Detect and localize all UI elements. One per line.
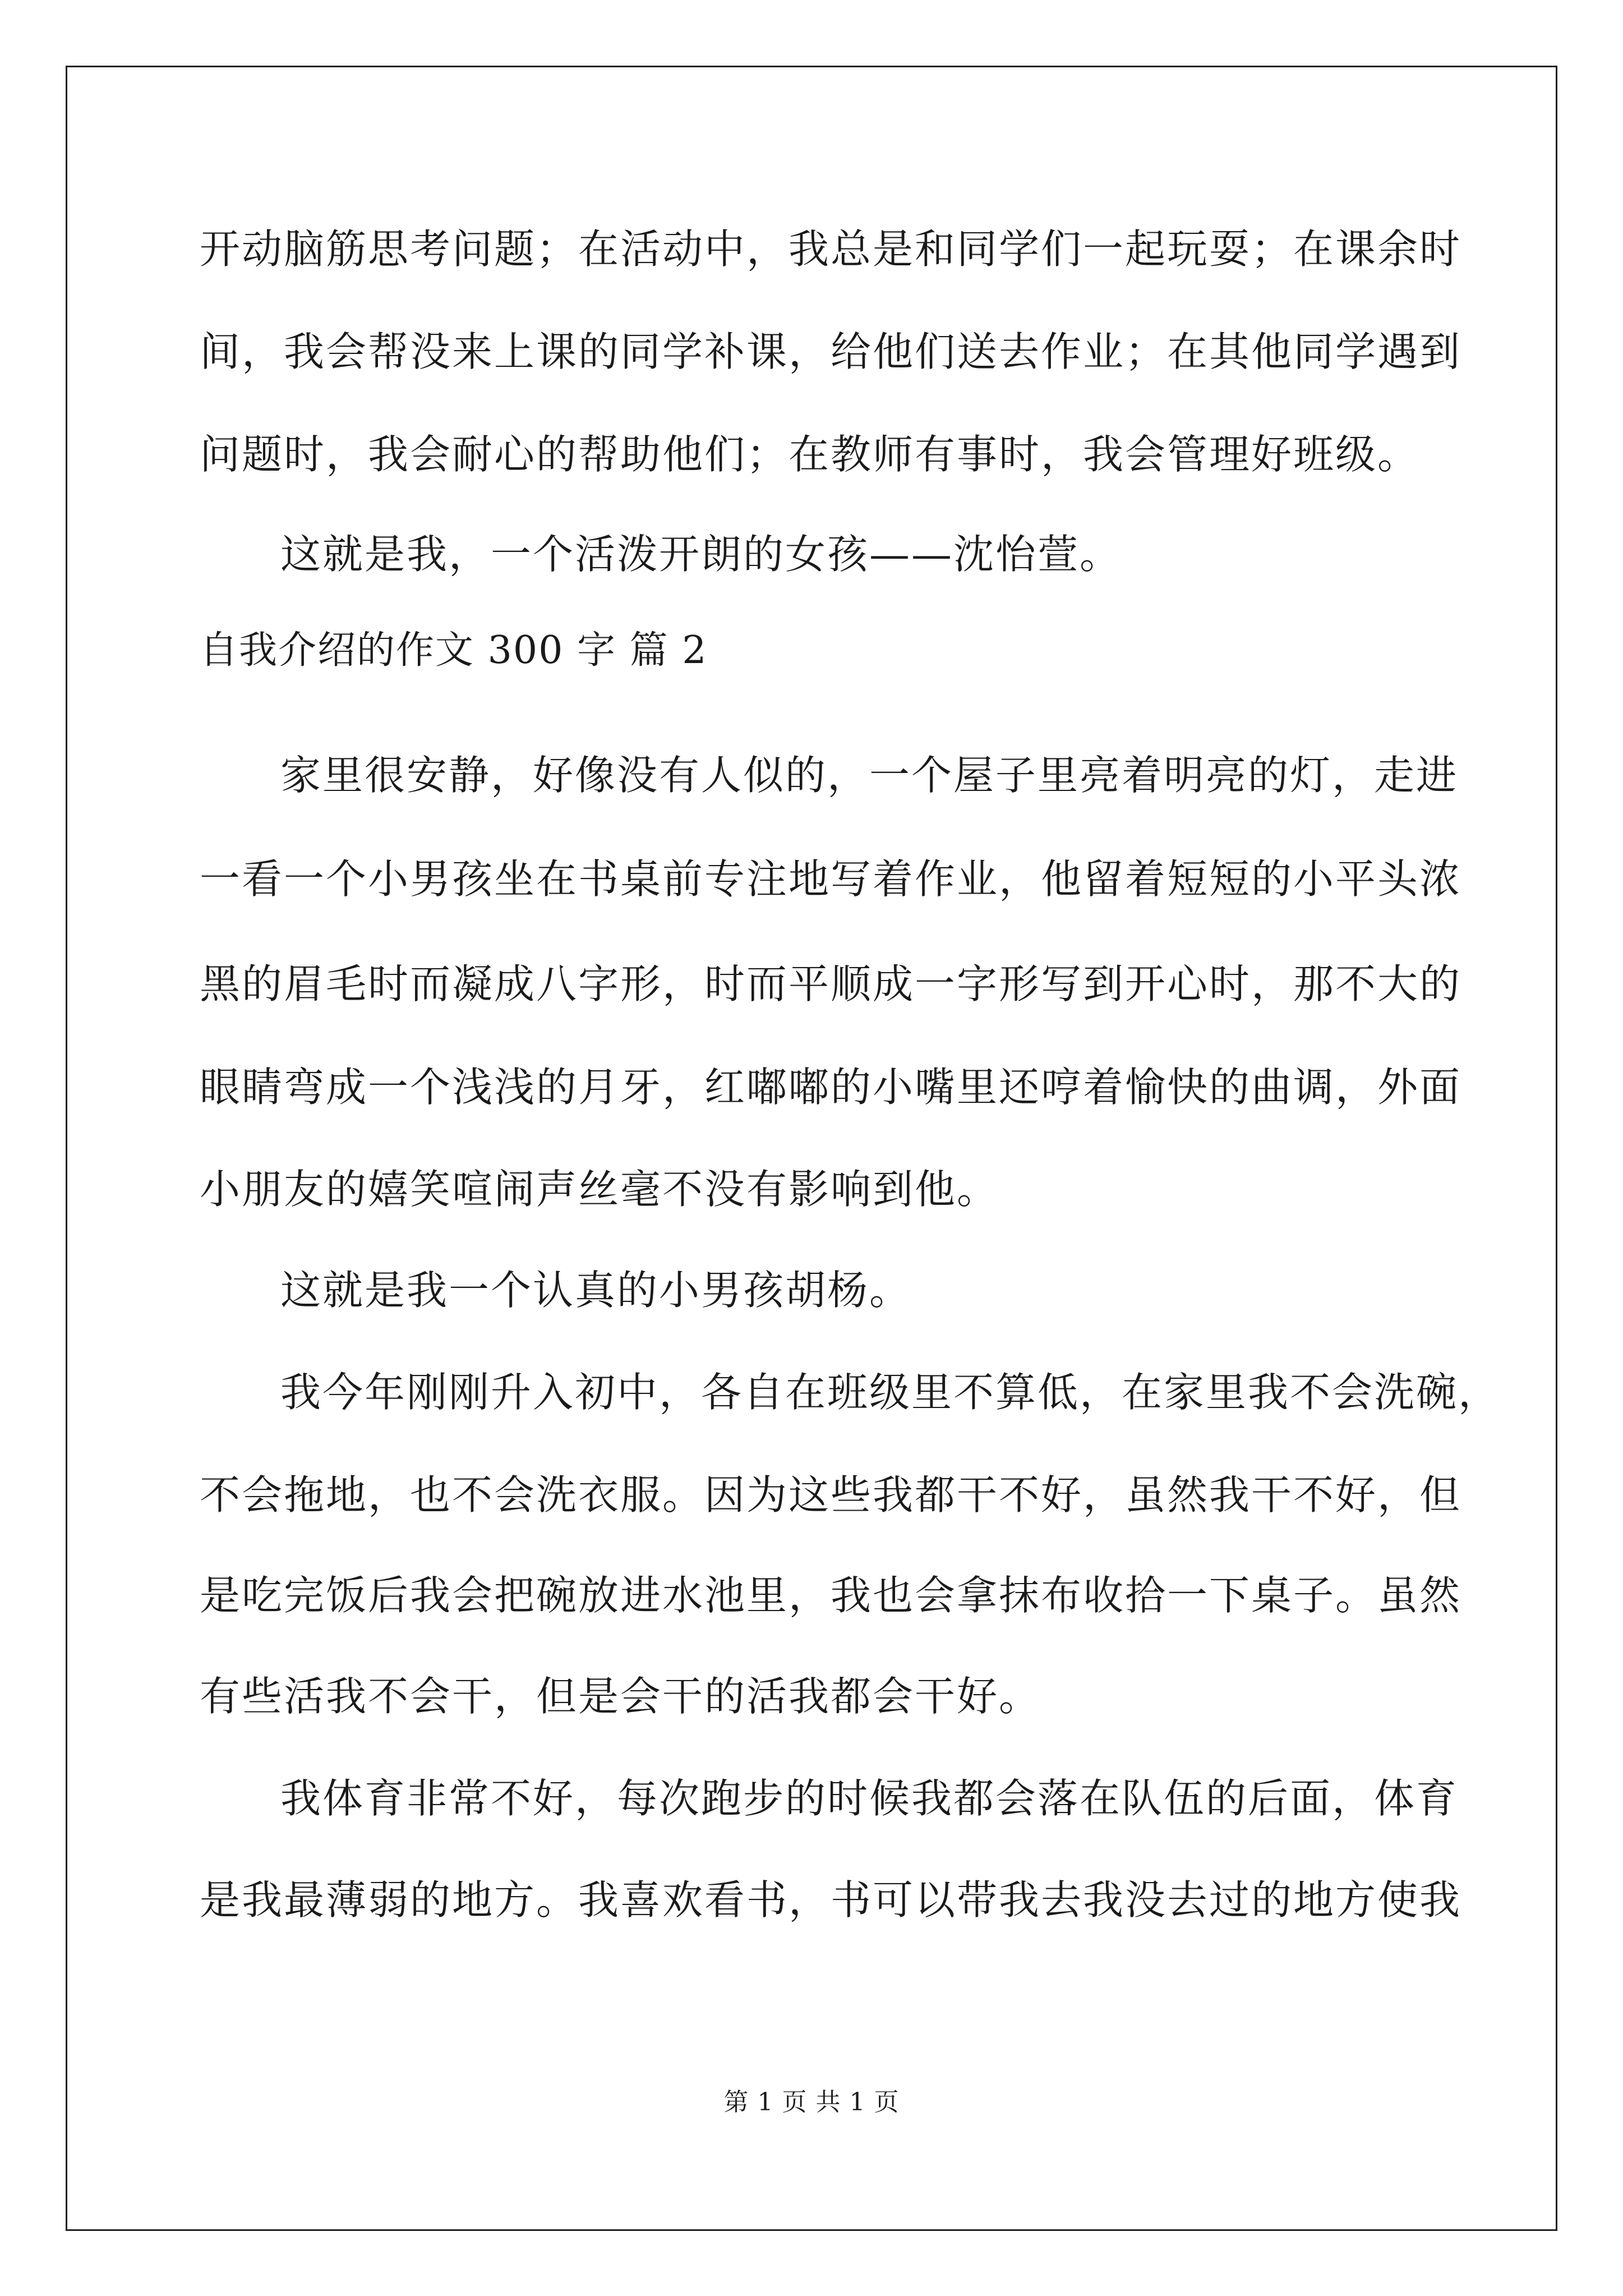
text-line: 家里很安静，好像没有人似的，一个屋子里亮着明亮的灯，走进 (280, 752, 1459, 799)
text-line: 我体育非常不好，每次跑步的时候我都会落在队伍的后面，体育 (280, 1775, 1459, 1822)
text-line: 有些活我不会干，但是会干的活我都会干好。 (200, 1673, 1041, 1720)
text-line: 是吃完饭后我会把碗放进水池里，我也会拿抹布收拾一下桌子。虽然 (200, 1572, 1462, 1619)
text-line: 这就是我一个认真的小男孩胡杨。 (280, 1267, 912, 1314)
text-line: 我今年刚刚升入初中，各自在班级里不算低，在家里我不会洗碗， (280, 1369, 1501, 1416)
page-number-footer: 第 1 页 共 1 页 (723, 2088, 900, 2116)
text-line: 眼睛弯成一个浅浅的月牙，红嘟嘟的小嘴里还哼着愉快的曲调，外面 (200, 1064, 1462, 1111)
text-line: 开动脑筋思考问题；在活动中，我总是和同学们一起玩耍；在课余时 (200, 226, 1462, 273)
text-line: 小朋友的嬉笑喧闹声丝毫不没有影响到他。 (200, 1166, 999, 1213)
text-line: 间，我会帮没来上课的同学补课，给他们送去作业；在其他同学遇到 (200, 328, 1462, 375)
text-line: 不会拖地，也不会洗衣服。因为这些我都干不好，虽然我干不好，但 (200, 1471, 1462, 1519)
text-line: 这就是我，一个活泼开朗的女孩——沈怡萱。 (280, 531, 1122, 578)
text-line: 问题时，我会耐心的帮助他们；在教师有事时，我会管理好班级。 (200, 431, 1420, 478)
section-heading: 自我介绍的作文 300 字 篇 2 (200, 628, 708, 673)
text-line: 是我最薄弱的地方。我喜欢看书，书可以带我去我没去过的地方使我 (200, 1876, 1462, 1924)
text-line: 一看一个小男孩坐在书桌前专注地写着作业，他留着短短的小平头浓 (200, 855, 1462, 903)
text-line: 黑的眉毛时而凝成八字形，时而平顺成一字形写到开心时，那不大的 (200, 960, 1462, 1007)
